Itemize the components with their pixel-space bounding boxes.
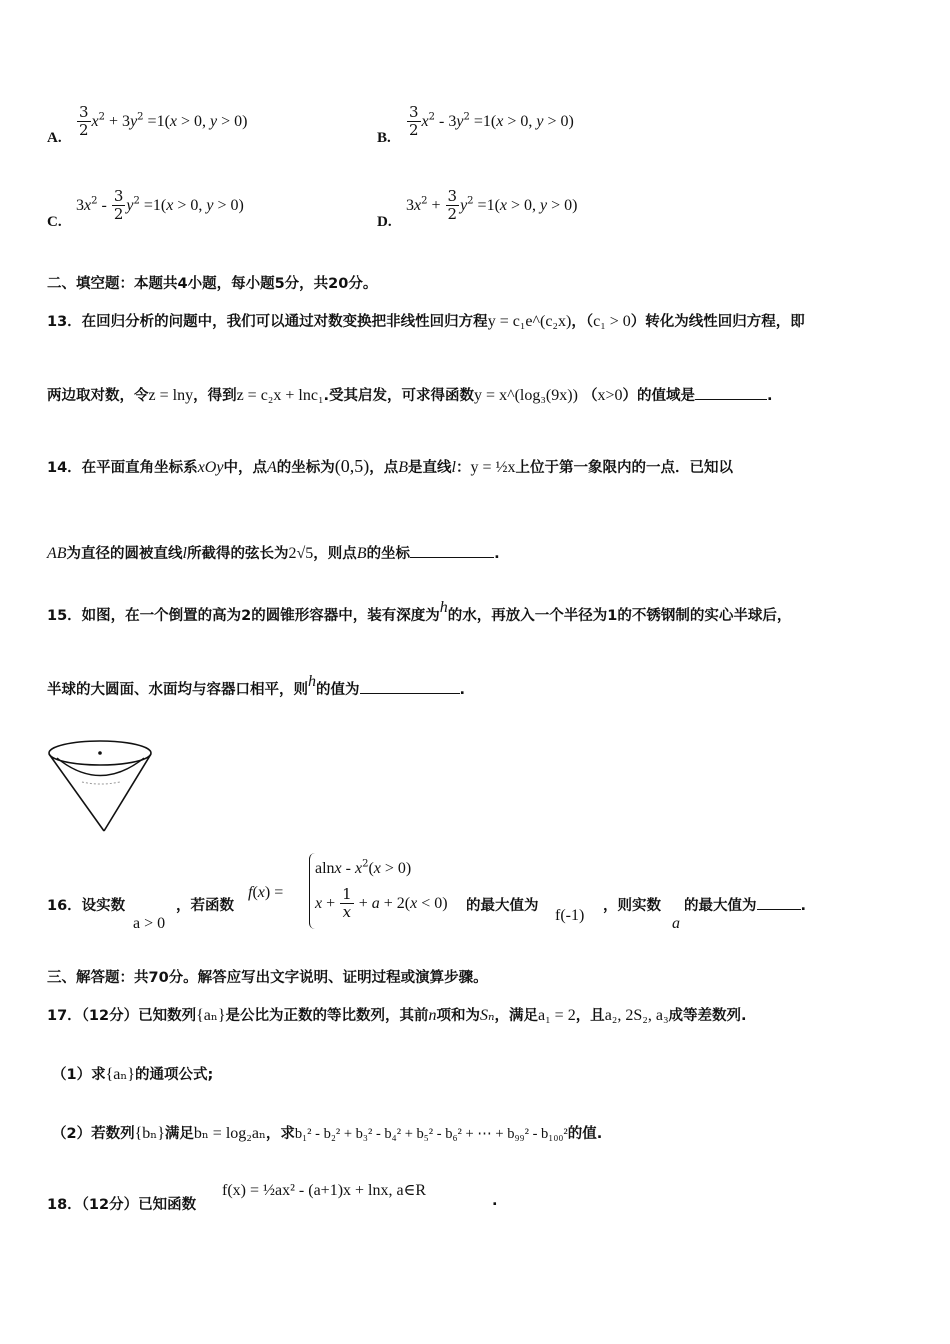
section-2-heading: 二、填空题：本题共4小题，每小题5分，共20分。 bbox=[47, 276, 378, 292]
q16-if-function: ，若函数 bbox=[176, 898, 234, 914]
q16-answer-blank[interactable] bbox=[757, 895, 801, 910]
hemisphere-outline bbox=[57, 758, 144, 776]
q17-bn-def: bₙ = log₂aₙ bbox=[193, 1125, 266, 1142]
option-b-label: B. bbox=[377, 130, 391, 146]
cone-figure bbox=[44, 738, 156, 836]
q13-z-def: z = lny bbox=[148, 387, 194, 404]
option-d-formula: $3x^2$ + $\frac{3}{2}$ $y^2 =1(x > 0$, y > 0) bbox=[406, 187, 578, 223]
option-a-formula: $\frac{3}{2}$ $x^2 + 3y^2 =1(x > 0$, y > 0) bbox=[79, 103, 248, 139]
q14-xoy: xOy bbox=[197, 459, 224, 476]
q17-part-1: （1）求{aₙ}的通项公式; bbox=[52, 1066, 214, 1083]
q17-part-2: （2）若数列{bₙ}满足bₙ = log₂aₙ，求b₁² - b₂² + b₃² - b₄² + b₅² - b₆² + ⋯ + b₉₉² - b₁₀₀²的值. bbox=[52, 1125, 603, 1142]
q16-a-positive: a > 0 bbox=[133, 915, 166, 932]
q16-lead: 16．设实数 bbox=[47, 898, 126, 914]
option-c-label: C. bbox=[47, 214, 62, 230]
option-d-label: D. bbox=[377, 214, 392, 230]
q13-domain: x>0 bbox=[597, 387, 623, 404]
q13-linear: z = c₂x + lnc₁ bbox=[236, 387, 324, 404]
q18-lead: 18．（12分）已知函数 bbox=[47, 1197, 197, 1213]
q13-answer-blank[interactable] bbox=[695, 385, 767, 400]
q16-function-lhs: f(x) = bbox=[248, 884, 284, 901]
cone-center-dot bbox=[98, 751, 102, 755]
q13-text-2: 两边取对数，令z = lny，得到z = c₂x + lnc₁.受其启发，可求得函数y = x^(log₃(9x)) （x>0）的值域是 . bbox=[47, 387, 773, 404]
q16-max-value: 的最大值为 bbox=[466, 898, 539, 914]
q13-text-1: 13．在回归分析的问题中，我们可以通过对数变换把非线性回归方程y = c₁e^(c₂x)，（c₁ > 0）转化为线性回归方程，即 bbox=[47, 313, 805, 330]
q14-point-b: B bbox=[398, 459, 409, 476]
q16-f-neg-one: f(-1) bbox=[555, 907, 585, 924]
q14-text-2: AB为直径的圆被直线l所截得的弦长为2√5，则点B的坐标 . bbox=[47, 545, 500, 562]
q17-seq-an-2: {aₙ} bbox=[105, 1066, 135, 1083]
q15-text-1: 15．如图，在一个倒置的高为2的圆锥形容器中，装有深度为h的水，再放入一个半径为1的不锈钢制的实心半球后， bbox=[47, 599, 792, 624]
water-level-dashed bbox=[82, 782, 120, 784]
q14-line-eq: y = ½x bbox=[470, 459, 516, 476]
q16-case-2: x + $\frac{1}{x}$ + a + 2(x < 0) bbox=[315, 885, 448, 921]
option-b-formula: $\frac{3}{2}$ $x^2 - 3y^2 =1(x > 0$, y > 0) bbox=[409, 103, 574, 139]
q16-then-real: ，则实数 bbox=[603, 898, 661, 914]
q14-segment-ab: AB bbox=[47, 545, 67, 562]
q14-chord-length: 2√5 bbox=[288, 545, 314, 562]
q17-seq-bn: {bₙ} bbox=[134, 1125, 165, 1142]
q14-text-1: 14．在平面直角坐标系xOy中，点A的坐标为(0,5)，点B是直线l：y = ½x上位于第一象限内的一点．已知以 bbox=[47, 456, 733, 476]
q14-point-a: A bbox=[266, 459, 277, 476]
option-c-formula: $3x^2$ - $\frac{3}{2}$ $y^2 =1(x > 0$, y > 0) bbox=[76, 187, 244, 223]
q16-a-var: a bbox=[672, 915, 680, 932]
q13-cond: c₁ > 0 bbox=[593, 313, 631, 330]
q14-line-l: l bbox=[451, 459, 456, 476]
q14-answer-blank[interactable] bbox=[410, 543, 494, 558]
q17-n: n bbox=[428, 1007, 437, 1024]
q17-sn: Sₙ bbox=[480, 1007, 495, 1024]
q17-stem: 17．（12分）已知数列{aₙ}是公比为正数的等比数列，其前n项和为Sₙ，满足a₁ = 2，且a₂, 2S₂, a₃成等差数列. bbox=[47, 1007, 747, 1024]
q18-function: f(x) = ½ax² - (a+1)x + lnx, a∈R bbox=[222, 1182, 427, 1199]
option-a-label: A. bbox=[47, 130, 62, 146]
q18-period: . bbox=[492, 1193, 498, 1209]
q14-point-b-2: B bbox=[356, 545, 367, 562]
q13-function: y = x^(log₃(9x)) bbox=[474, 387, 578, 404]
q17-a1: a₁ = 2 bbox=[537, 1007, 576, 1024]
cone-right-edge bbox=[104, 754, 151, 831]
q15-h-2: h bbox=[308, 673, 316, 690]
q15-answer-blank[interactable] bbox=[360, 679, 460, 694]
q16-max-of-a: 的最大值为 . bbox=[684, 894, 806, 915]
q14-line-l-2: l bbox=[182, 545, 187, 562]
q15-h: h bbox=[439, 599, 448, 616]
q14-a-coord: (0,5) bbox=[334, 456, 370, 476]
q17-seq-an: {aₙ} bbox=[196, 1007, 226, 1024]
q13-eq-exp: y = c₁e^(c₂x) bbox=[487, 313, 572, 330]
q16-case-1: $alnx - x^2(x > 0)$ bbox=[315, 858, 412, 877]
q17-arith-terms: a₂, 2S₂, a₃ bbox=[604, 1007, 669, 1024]
section-3-heading: 三、解答题：共70分。解答应写出文字说明、证明过程或演算步骤。 bbox=[47, 970, 488, 986]
q15-text-2: 半球的大圆面、水面均与容器口相平，则h的值为 . bbox=[47, 673, 466, 698]
q17-alt-sum: b₁² - b₂² + b₃² - b₄² + b₅² - b₆² + ⋯ + b₉₉² - b₁₀₀² bbox=[294, 1126, 568, 1142]
